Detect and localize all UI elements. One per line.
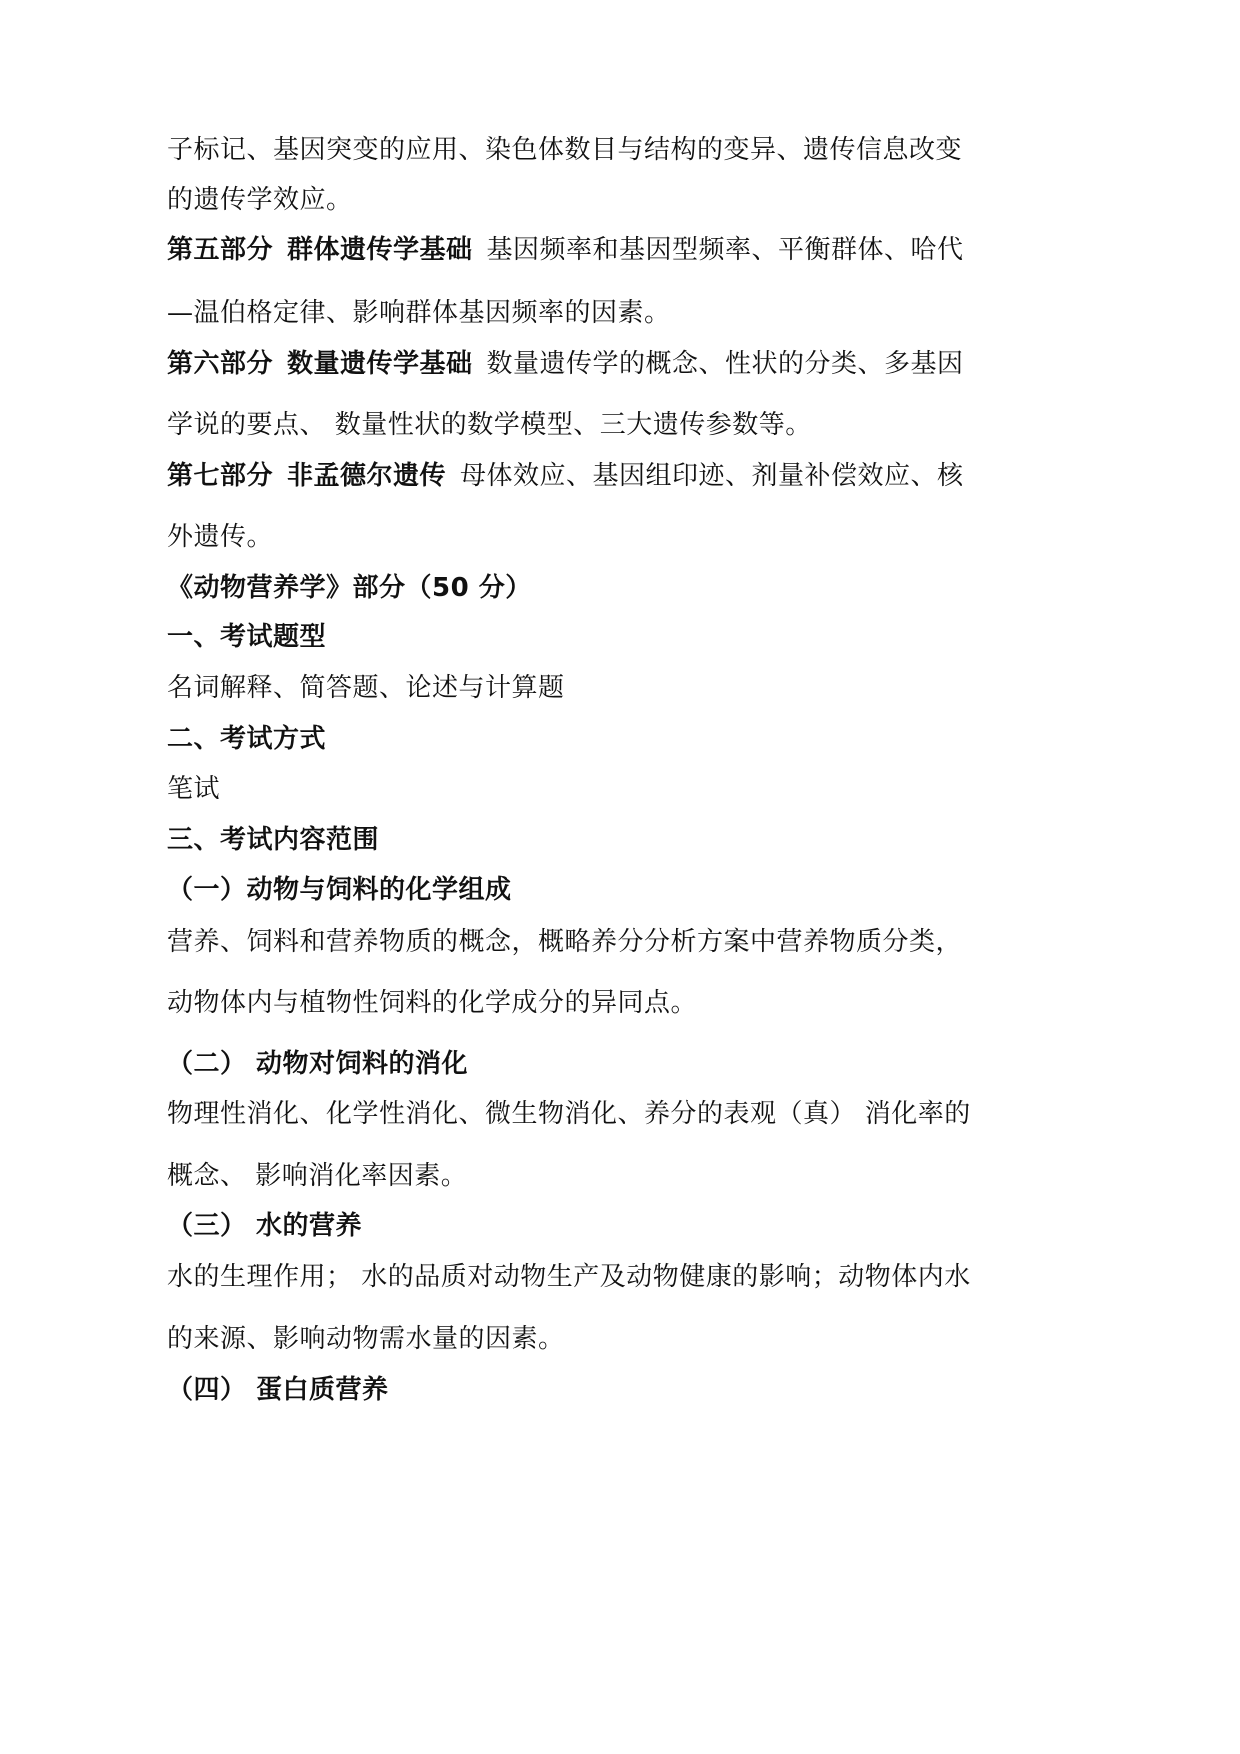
body-text: 数量遗传学的概念、性状的分类、多基因 <box>486 349 964 379</box>
part-label: 第七部分 <box>167 461 274 491</box>
part-label: 第六部分 <box>167 349 274 379</box>
part-five-line <box>167 234 1067 266</box>
section-title: 《动物营养学》部分（50 分） <box>167 573 532 603</box>
paragraph-line: 概念、 影响消化率因素。 <box>167 1161 468 1191</box>
paragraph-line <box>167 521 1067 553</box>
part-label: 第五部分 <box>167 235 274 265</box>
part-title: 数量遗传学基础 <box>287 349 473 379</box>
part-six-line <box>167 348 1067 380</box>
part-seven-line <box>167 460 1067 492</box>
subheading-digestion: （二） 动物对饲料的消化 <box>167 1049 469 1079</box>
heading-exam-scope: 三、考试内容范围 <box>167 825 380 855</box>
body-text: 学说的要点、 数量性状的数学模型、三大遗传参数等。 <box>167 410 812 440</box>
paragraph-line: 动物体内与植物性饲料的化学成分的异同点。 <box>167 988 698 1018</box>
body-text: 基因频率和基因型频率、平衡群体、哈代 <box>486 235 964 265</box>
paragraph-line <box>167 134 1067 166</box>
body-text: —温伯格定律、影响群体基因频率的因素。 <box>167 298 671 328</box>
paragraph-line <box>167 409 1067 441</box>
body-text: 的遗传学效应。 <box>167 185 353 215</box>
body-text: 母体效应、基因组印迹、剂量补偿效应、核 <box>460 461 964 491</box>
heading-exam-type: 一、考试题型 <box>167 622 327 652</box>
part-title: 群体遗传学基础 <box>287 235 473 265</box>
paragraph-line <box>167 297 1067 329</box>
exam-type-text: 名词解释、简答题、论述与计算题 <box>167 673 565 703</box>
paragraph-line: 的来源、影响动物需水量的因素。 <box>167 1324 565 1354</box>
paragraph-line <box>167 184 1067 216</box>
exam-method-text: 笔试 <box>167 774 221 804</box>
body-text: 子标记、基因突变的应用、染色体数目与结构的变异、遗传信息改变 <box>167 135 963 165</box>
subheading-protein-nutrition: （四） 蛋白质营养 <box>167 1375 389 1405</box>
paragraph-line: 物理性消化、化学性消化、微生物消化、养分的表观（真） 消化率的 <box>167 1099 971 1129</box>
paragraph-line: 营养、饲料和营养物质的概念，概略养分分析方案中营养物质分类， <box>167 927 963 957</box>
subheading-chemical-composition: （一）动物与饲料的化学组成 <box>167 875 512 905</box>
paragraph-line: 水的生理作用； 水的品质对动物生产及动物健康的影响；动物体内水 <box>167 1262 971 1292</box>
heading-exam-method: 二、考试方式 <box>167 724 327 754</box>
body-text: 外遗传。 <box>167 522 274 552</box>
subheading-water-nutrition: （三） 水的营养 <box>167 1211 363 1241</box>
part-title: 非孟德尔遗传 <box>287 461 447 491</box>
